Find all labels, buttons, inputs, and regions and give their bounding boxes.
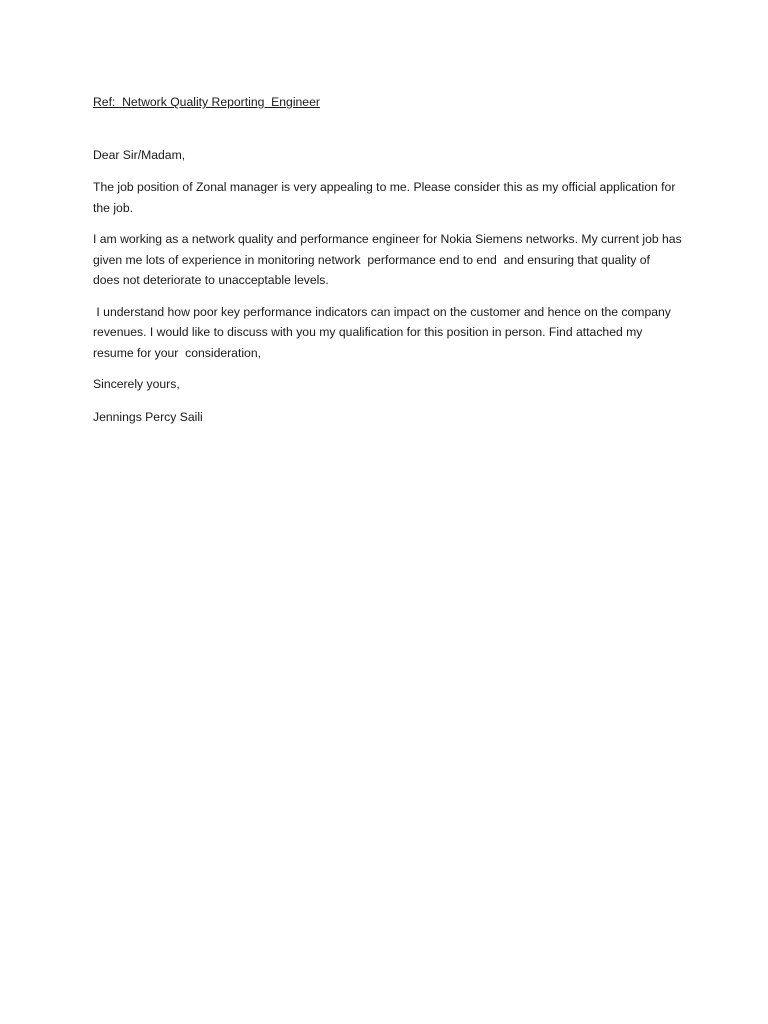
cover-letter bbox=[93, 92, 689, 427]
paragraph-closing-request: I understand how poor key performance indicators can impact on the customer and hence on the company revenues. I would like to discuss with you my qualification for this position in person. Find attached my resume for your consideration, bbox=[93, 304, 675, 360]
reference-line: Ref: Network Quality Reporting Engineer bbox=[93, 95, 320, 109]
salutation: Dear Sir/Madam, bbox=[93, 147, 186, 162]
paragraph-intro: The job position of Zonal manager is very appealing to me. Please consider this as my official application for the job. bbox=[93, 180, 679, 215]
paragraph-experience: I am working as a network quality and performance engineer for Nokia Siemens networks. My current job has given me lots of experience in monitoring network performance end to end and ensuring that quality of does not deteriorate to unacceptable levels. bbox=[93, 232, 689, 287]
closing: Sincerely yours, bbox=[93, 377, 180, 391]
signature-name: Jennings Percy Saili bbox=[93, 409, 203, 424]
